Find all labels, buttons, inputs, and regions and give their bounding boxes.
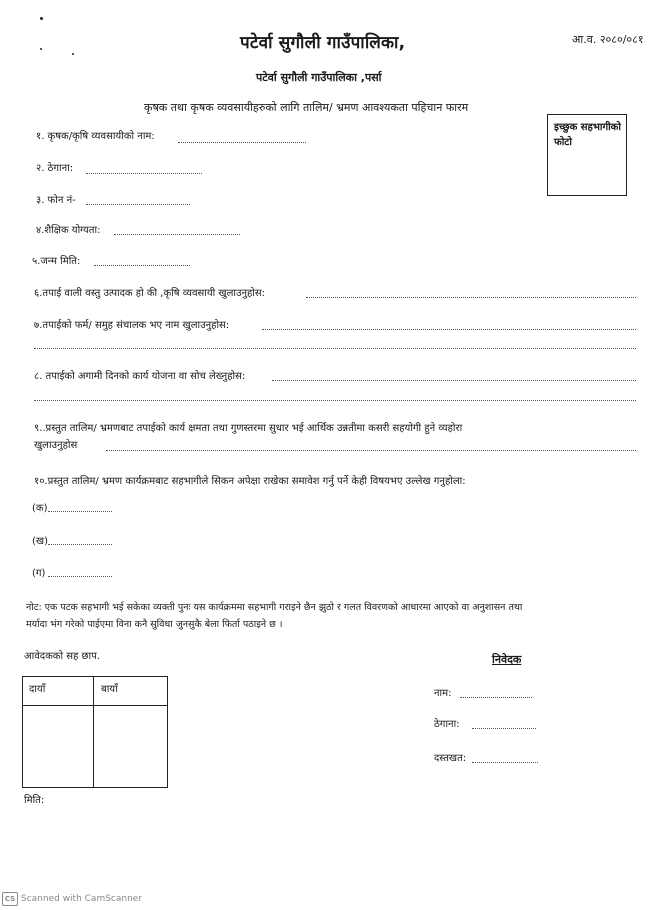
q3-answer-line[interactable] — [86, 204, 190, 205]
q8-answer-line-2[interactable] — [34, 400, 636, 401]
q10-option-ga: (ग) — [32, 568, 46, 579]
photo-box — [547, 114, 627, 196]
q10-option-ka: (क) — [32, 503, 48, 514]
applicant-address-label: ठेगाना: — [434, 719, 460, 730]
photo-box-label: इच्छुक सहभागीको फोटो — [554, 122, 621, 148]
q7-firm-name-label: ७.तपाईको फर्म/ समुह संचालक भए नाम खुलाउनुहोस: — [34, 320, 230, 331]
q4-education-label: ४.शैक्षिक योग्यता: — [36, 225, 101, 236]
form-title: कृषक तथा कृषक व्यवसायीहरुको लागि तालिम/ भ्रमण आवश्यकता पहिचान फारम — [144, 101, 469, 114]
q7-answer-line[interactable] — [262, 329, 636, 330]
q5-birthdate-label: ५.जन्म मिति: — [32, 256, 81, 267]
applicant-address-line[interactable] — [472, 728, 536, 729]
right-thumb-cell[interactable] — [23, 707, 93, 787]
left-thumb-cell[interactable] — [95, 707, 167, 787]
q10-option-kha-line[interactable] — [48, 544, 112, 545]
municipality-subtitle: पटेर्वा सुगौली गाउँपालिका ,पर्सा — [256, 71, 382, 84]
q8-plan-label: ८. तपाईको अगामी दिनको कार्य योजना वा सोच लेख्नुहोस: — [34, 371, 246, 382]
applicant-heading: निवेदक — [492, 653, 522, 666]
left-thumb-label: बायाँ — [101, 684, 118, 695]
thumbprint-divider — [93, 677, 94, 787]
q9-improvement-label-2: खुलाउनुहोस — [34, 440, 78, 451]
applicant-signature-label: दस्तखत: — [434, 753, 467, 764]
q3-phone-label: ३. फोन नं- — [36, 195, 76, 206]
q1-farmer-name-label: १. कृषक/कृषि व्यवसायीको नाम: — [36, 131, 155, 142]
q10-option-ka-line[interactable] — [48, 511, 112, 512]
scanner-watermark — [2, 892, 142, 906]
note-line-2: मर्यादा भंग गरेको पाईएमा विना कनै सुविधा जुनसुकै बेला फिर्ता पठाइने छ । — [26, 619, 283, 630]
q10-option-ga-line[interactable] — [48, 576, 112, 577]
q2-address-label: २. ठेगाना: — [36, 163, 74, 174]
page-title: पटेर्वा सुगौली गाउँपालिका, — [240, 33, 406, 53]
q5-answer-line[interactable] — [94, 265, 190, 266]
scan-speck — [72, 53, 74, 55]
applicant-name-label: नाम: — [434, 688, 452, 699]
q6-producer-type-label: ६.तपाई वाली वस्तु उत्पादक हो की ,कृषि व्यवसायी खुलाउनुहोस: — [34, 288, 266, 299]
q9-answer-line[interactable] — [106, 450, 636, 451]
q10-topics-label: १०.प्रस्तुत तालिम/ भ्रमण कार्यक्रमबाट सहभागीले सिकन अपेक्षा राखेका समावेश गर्नु पर्ने केही विषयभए उल्लेख गनुहोला: — [34, 476, 466, 487]
thumbprint-table — [22, 676, 168, 788]
q6-answer-line[interactable] — [306, 297, 636, 298]
q2-answer-line[interactable] — [86, 173, 202, 174]
applicant-name-line[interactable] — [460, 697, 532, 698]
note-line-1: नोट: एक पटक सहभागी भई सकेका व्यक्ती पुनः यस कार्यक्रममा सहभागी गराइने छैन झुठो र गलत विवरणको आधारमा आएको वा अनुशासन तथा — [26, 602, 523, 613]
date-label: मिति: — [24, 795, 45, 806]
right-thumb-label: दायाँ — [29, 684, 46, 695]
fiscal-year: आ.व. २०८०/०८१ — [572, 33, 644, 46]
scan-speck — [40, 17, 43, 20]
q1-answer-line[interactable] — [178, 142, 306, 143]
thumbprint-label: आवेदकको सह छाप. — [24, 651, 100, 662]
thumbprint-header-divider — [23, 705, 167, 706]
scan-speck — [40, 48, 42, 50]
applicant-signature-line[interactable] — [472, 762, 538, 763]
q4-answer-line[interactable] — [114, 234, 240, 235]
q10-option-kha: (ख) — [32, 536, 48, 547]
q9-improvement-label: ९..प्रस्तुत तालिम/ भ्रमणबाट तपाईको कार्य क्षमता तथा गुणस्तरमा सुधार भई आर्थिक उन्नतीमा कसरी सहयोगी हुने व्यहोरा — [34, 423, 463, 434]
camscanner-icon: CS — [2, 892, 18, 906]
q7-answer-line-2[interactable] — [34, 348, 636, 349]
q8-answer-line[interactable] — [272, 380, 636, 381]
scanner-watermark-text: Scanned with CamScanner — [21, 894, 143, 904]
